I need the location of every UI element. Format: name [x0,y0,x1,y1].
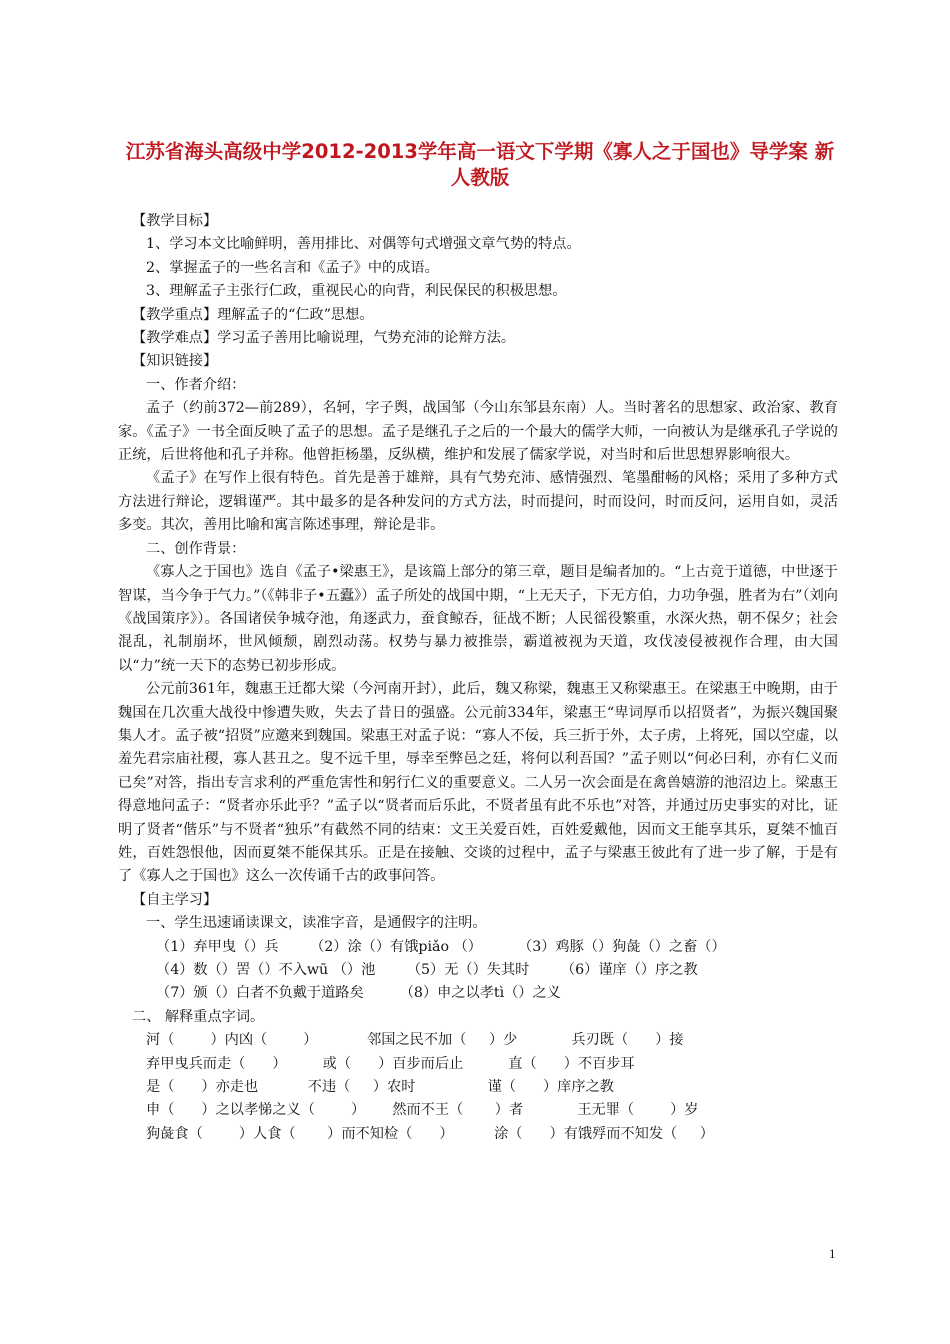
document-body [118,210,838,1146]
self-study-section: 二、 解释重点字词。 [132,1008,265,1025]
background-heading: 二、创作背景： [146,540,246,557]
author-heading: 一、作者介绍： [146,376,246,393]
key-point: 【教学重点】理解孟子的“仁政”思想。 [132,306,374,323]
difficulty: 【教学难点】学习孟子善用比喻说理，气势充沛的论辩方法。 [132,330,516,347]
goal-item: 1、学习本文比喻鲜明，善用排比、对偶等句式增强文章气势的特点。 [146,236,581,253]
goal-item: 3、理解孟子主张行仁政，重视民心的向背，利民保民的积极思想。 [146,283,567,300]
document-title: 江苏省海头高级中学2012-2013学年高一语文下学期《寡人之于国也》导学案 新人教版 [125,140,835,189]
word-explain-row: 申（ ）之以孝悌之义（ ） 然而不王（ ）者 王无罪（ ）岁 [146,1102,699,1119]
background-paragraph: 公元前361年，魏惠王迁都大梁（今河南开封），此后，魏又称梁，魏惠王又称梁惠王。在梁惠王中晚期，由于魏国在几次重大战役中惨遭失败，失去了昔日的强盛。公元前334年，梁惠王“卑词厚币以招贤者”，为振兴魏国聚集人才。孟子被“招贤”应邀来到魏国。梁惠王对孟子说：“寡人不佞，兵三折于外，太子虏，上将死，国以空虚，以羞先君宗庙社稷，寡人甚丑之。叟不远千里，辱幸至弊邑之廷，将何以利吾国？”孟子则以“何必曰利，亦有仁义而已矣”对答，指出专言求利的严重危害性和躬行仁义的重要意义。二人另一次会面是在禽兽嬉游的池沼边上。梁惠王得意地问孟子：“贤者亦乐此乎？”孟子以“贤者而后乐此，不贤者虽有此不乐也”对答，并通过历史事实的对比，证明了贤者“偕乐”与不贤者“独乐”有截然不同的结束：文王关爱百姓，百姓爱戴他，因而文王能享其乐，夏桀不恤百姓，百姓怨恨他，因而夏桀不能保其乐。正是在接触、交谈的过程中，孟子与梁惠王彼此有了进一步了解，于是有了《寡人之于国也》这么一次传诵千古的政事问答。 [118,681,838,885]
pronunciation-row: （4）数（）罟（）不入wū （）池 （5）无（）失其时 （6）谨庠（）序之教 [156,962,698,978]
word-explain-row: 弃甲曳兵而走（ ） 或（ ）百步而后止 直（ ）不百步耳 [146,1055,635,1072]
author-paragraph: 《孟子》在写作上很有特色。首先是善于雄辩，具有气势充沛、感情强烈、笔墨酣畅的风格；采用了多种方式方法进行辩论，逻辑谨严。其中最多的是各种发问的方式方法，时而提问，时而设问，时而反问，运用自如，灵活多变。其次，善用比喻和寓言陈述事理，辩论是非。 [118,470,838,534]
word-explain-row: 是（ ）亦走也 不违（ ）农时 谨（ ）庠序之教 [146,1079,614,1096]
author-paragraph: 孟子（约前372—前289），名轲，字子舆，战国邹（今山东邹县东南）人。当时著名的思想家、政治家、教育家。《孟子》一书全面反映了孟子的思想。孟子是继孔子之后的一个最大的儒学大师，一向被认为是继承孔子学说的正统，后世将他和孔子并称。他曾拒杨墨，反纵横，维护和发展了儒家学说，对当时和后世思想界影响很大。 [118,400,838,464]
goal-item: 2、掌握孟子的一些名言和《孟子》中的成语。 [146,259,439,276]
pronunciation-row: （7）颁（）白者不负戴于道路矣 （8）申之以孝tì（）之义 [156,985,561,1002]
self-study-heading: 【自主学习】 [132,891,218,908]
goals-heading: 【教学目标】 [132,213,218,229]
page-number: 1 [829,1246,836,1261]
word-explain-row: 狗彘食（ ）人食（ ）而不知检（ ） 涂（ ）有饿殍而不知发（ ） [146,1125,714,1142]
self-study-section: 一、学生迅速诵读课文，读准字音，是通假字的注明。 [146,915,487,932]
background-paragraph: 《寡人之于国也》选自《孟子•梁惠王》，是该篇上部分的第三章，题目是编者加的。“上古竞于道德，中世逐于智谋，当今争于气力。”（《韩非子•五蠹》）孟子所处的战国中期，“上无天子，下无方伯，力功争强，胜者为右”（刘向《战国策序》）。各国诸侯争城夺池，角逐武力，蚕食鲸吞，征战不断；人民徭役繁重，水深火热，朝不保夕；社会混乱，礼制崩坏，世风倾颓，剧烈动荡。权势与暴力被推崇，霸道被视为天道，攻伐凌侵被视作合理，由大国以“力”统一天下的态势已初步形成。 [118,564,838,674]
knowledge-heading: 【知识链接】 [132,353,218,370]
pronunciation-row: （1）弃甲曳（）兵 （2）涂（）有饿piǎo （） （3）鸡豚（）狗彘（）之畜（） [156,938,726,955]
word-explain-row: 河（ ）内凶（ ） 邻国之民不加（ ）少 兵刃既（ ）接 [146,1032,684,1049]
